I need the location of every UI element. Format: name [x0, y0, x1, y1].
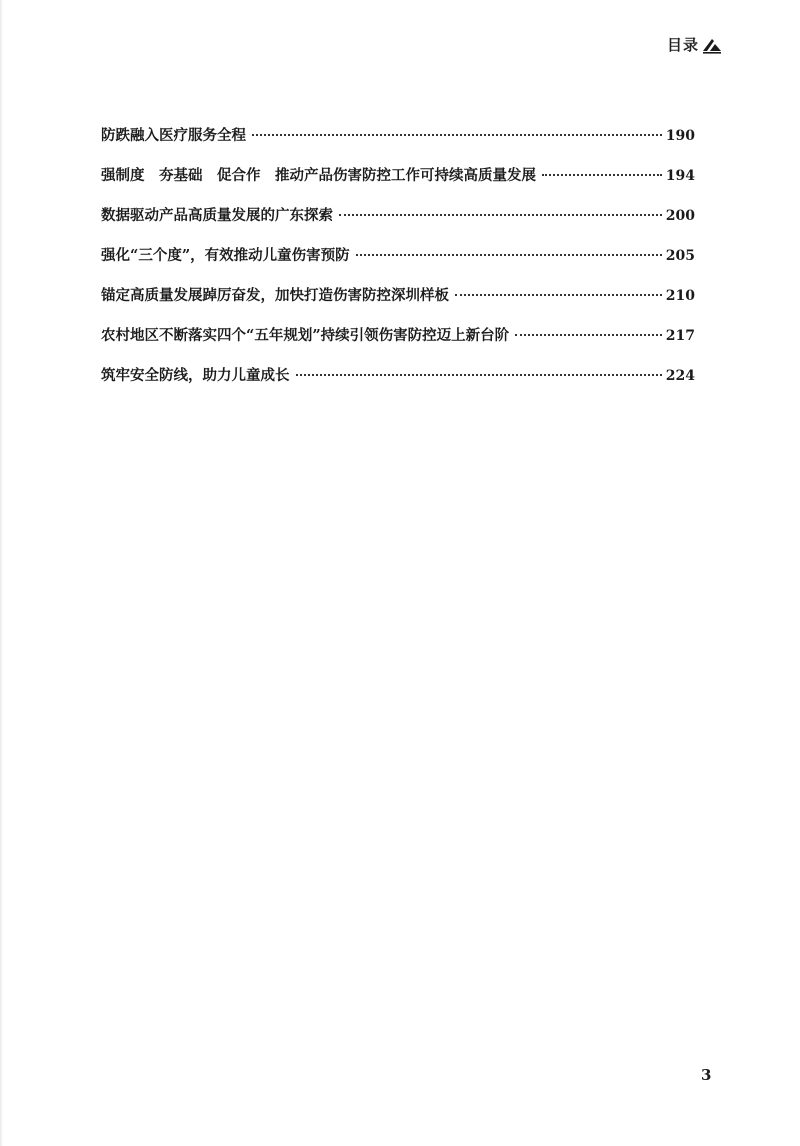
toc-entry[interactable] [101, 126, 695, 166]
toc-entry[interactable] [101, 326, 695, 366]
toc-entry-page: 190 [665, 128, 695, 144]
toc-entry-title: 强化“三个度”，有效推动儿童伤害预防 [101, 247, 350, 264]
toc-entry-page: 205 [665, 248, 695, 264]
toc-entry-title: 锚定高质量发展踔厉奋发，加快打造伤害防控深圳样板 [101, 287, 449, 304]
toc-entry-page: 210 [665, 288, 695, 304]
toc-entry[interactable] [101, 166, 695, 206]
dot-leader [252, 134, 662, 136]
dot-leader [339, 214, 662, 216]
toc-entry-title: 农村地区不断落实四个“五年规划”持续引领伤害防控迈上新台阶 [101, 327, 510, 344]
toc-entry-title: 数据驱动产品高质量发展的广东探索 [101, 207, 333, 224]
toc-entry-title: 防跌融入医疗服务全程 [101, 127, 246, 144]
triangle-mark-icon [702, 36, 722, 54]
running-header [667, 34, 722, 55]
toc-entry[interactable] [101, 246, 695, 286]
toc-entry-page: 224 [665, 368, 695, 384]
toc-entry-page: 200 [665, 208, 695, 224]
dot-leader [542, 174, 662, 176]
toc-entry-title: 强制度 夯基础 促合作 推动产品伤害防控工作可持续高质量发展 [101, 167, 536, 184]
dot-leader [296, 374, 662, 376]
toc-entry-page: 217 [665, 328, 695, 344]
toc-entry[interactable] [101, 286, 695, 326]
dot-leader [356, 254, 662, 256]
page-number: 3 [701, 1066, 712, 1084]
dot-leader [455, 294, 662, 296]
toc-entry[interactable] [101, 366, 695, 406]
table-of-contents [101, 126, 695, 406]
dot-leader [515, 334, 662, 336]
toc-entry-page: 194 [665, 168, 695, 184]
toc-entry-title: 筑牢安全防线，助力儿童成长 [101, 367, 290, 384]
header-title: 目录 [666, 36, 699, 54]
toc-entry[interactable] [101, 206, 695, 246]
page-edge [0, 0, 3, 1146]
